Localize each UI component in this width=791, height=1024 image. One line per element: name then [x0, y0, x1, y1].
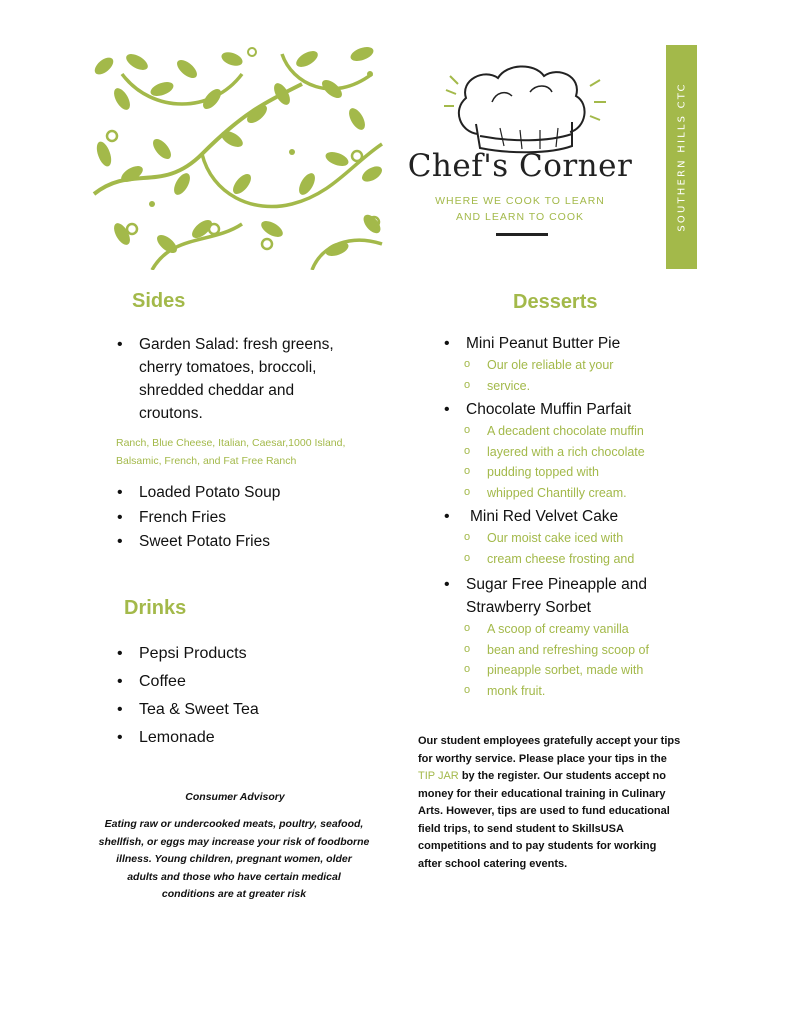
- tip-jar-highlight: TIP JAR: [418, 770, 459, 782]
- dessert-desc-line: o bean and refreshing scoop of: [440, 640, 730, 661]
- dessert-desc-line: o A scoop of creamy vanilla: [440, 619, 730, 640]
- tips-line: field trips, to send student to SkillsUSA: [418, 822, 624, 835]
- salad-line-3: shredded cheddar and: [139, 382, 295, 399]
- list-item: • French Fries: [113, 506, 383, 531]
- dessert-item: [440, 505, 730, 528]
- advisory-title: Consumer Advisory: [185, 791, 285, 803]
- sides-title: Sides: [132, 290, 186, 312]
- brand-tagline-line2: AND LEARN TO COOK: [455, 211, 585, 223]
- tips-note: [418, 733, 718, 873]
- leaf-vines-icon: [92, 44, 384, 270]
- salad-line-4: croutons.: [139, 405, 203, 422]
- dessert-desc-line: o pudding topped with: [440, 462, 730, 483]
- tips-line: for worthy service. Please place your tips in the: [418, 752, 667, 765]
- tips-line: Arts. However, tips are used to fund educational: [418, 805, 670, 817]
- dessert-desc-line: o layered with a rich chocolate: [440, 442, 730, 463]
- dessert-name: • Mini Red Velvet Cake: [470, 508, 619, 525]
- list-item: • Sweet Potato Fries: [113, 530, 383, 555]
- brand-tagline-line1: WHERE WE COOK TO LEARN: [435, 195, 605, 207]
- drinks-title: Drinks: [124, 597, 187, 619]
- salad-line-1: • Garden Salad: fresh greens,: [139, 336, 334, 353]
- advisory-line: illness. Young children, pregnant women, older: [116, 853, 352, 865]
- tips-line-rest: by the register. Our students accept no: [458, 770, 666, 782]
- tips-line: money for their educational training in Culinary: [418, 787, 666, 800]
- dessert-desc-line: o Our ole reliable at your: [440, 355, 730, 376]
- dressings-line-1: Ranch, Blue Cheese, Italian, Caesar,1000 Island,: [116, 437, 346, 449]
- chef-hat-icon: [440, 62, 610, 154]
- tips-line: [418, 768, 718, 786]
- sides-list: [113, 481, 383, 555]
- advisory-line: conditions are at greater risk: [161, 888, 307, 900]
- tips-line: after school catering events.: [418, 857, 568, 870]
- list-item: • Lemonade: [113, 724, 383, 752]
- tips-line: Our student employees gratefully accept your tips: [418, 735, 681, 747]
- dessert-name: • Sugar Free Pineapple and: [466, 576, 647, 593]
- dessert-item: [440, 573, 730, 619]
- list-item: • Coffee: [113, 668, 383, 696]
- dessert-desc-line: o service.: [440, 376, 730, 397]
- advisory-line: shellfish, or eggs may increase your risk of foodborne: [98, 835, 370, 848]
- desserts-list: [440, 332, 730, 701]
- dressings-line-2: Balsamic, French, and Fat Free Ranch: [116, 455, 297, 467]
- dessert-desc-line: o cream cheese frosting and: [440, 549, 730, 570]
- sides-salad-list: [113, 333, 383, 425]
- dessert-desc-line: o monk fruit.: [440, 681, 730, 702]
- list-item: [113, 333, 383, 425]
- side-label-text: SOUTHERN HILLS CTC: [676, 82, 687, 232]
- advisory-line: Eating raw or undercooked meats, poultry, seafood,: [104, 818, 364, 830]
- tips-line: competitions and to pay students for working: [418, 840, 657, 852]
- dessert-name: • Mini Peanut Butter Pie: [466, 335, 621, 352]
- dessert-desc-line: o A decadent chocolate muffin: [440, 421, 730, 442]
- dessert-desc-line: o Our moist cake iced with: [440, 528, 730, 549]
- salad-line-2: cherry tomatoes, broccoli,: [139, 359, 317, 376]
- list-item: • Loaded Potato Soup: [113, 481, 383, 506]
- dessert-desc-line: o pineapple sorbet, made with: [440, 660, 730, 681]
- dessert-item: [440, 332, 730, 355]
- tagline-divider: [496, 233, 548, 236]
- advisory-body: [84, 816, 384, 904]
- dessert-item: [440, 398, 730, 421]
- dessert-name-cont: Strawberry Sorbet: [466, 599, 591, 616]
- brand-title: Chef's Corner: [407, 148, 633, 184]
- desserts-title: Desserts: [513, 291, 598, 313]
- list-item: • Pepsi Products: [113, 640, 383, 668]
- side-label-band: [666, 45, 697, 269]
- drinks-list: [113, 640, 383, 752]
- advisory-line: adults and those who have certain medical: [127, 870, 341, 883]
- dessert-desc-line: o whipped Chantilly cream.: [440, 483, 730, 504]
- dessert-name: • Chocolate Muffin Parfait: [466, 401, 632, 418]
- list-item: • Tea & Sweet Tea: [113, 696, 383, 724]
